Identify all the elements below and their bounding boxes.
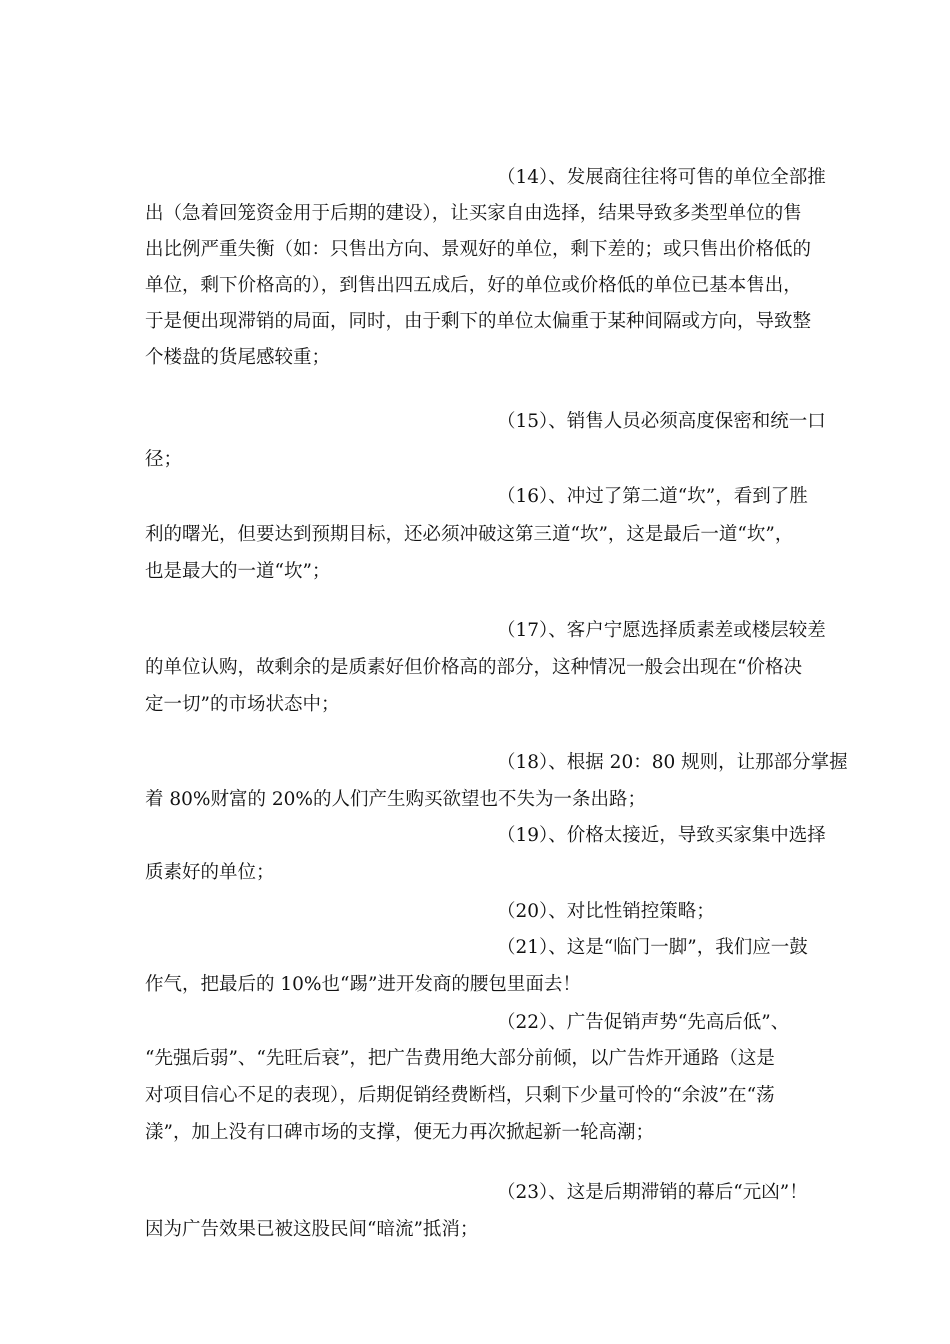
item-17-line-1: （17）、客户宁愿选择质素差或楼层较差 (497, 620, 826, 641)
item-23-line-2: 因为广告效果已被这股民间“暗流”抵消； (145, 1219, 479, 1240)
item-16-line-2: 利的曙光，但要达到预期目标，还必须冲破这第三道“坎”，这是最后一道“坎”， (145, 524, 794, 545)
item-14-line-6: 个楼盘的货尾感较重； (145, 347, 331, 368)
item-18-line-1: （18）、根据 20：80 规则，让那部分掌握 (497, 752, 848, 773)
item-14-line-1: （14）、发展商往往将可售的单位全部推 (497, 167, 826, 188)
item-17-line-3: 定一切”的市场状态中； (145, 694, 340, 715)
item-14-line-5: 于是便出现滞销的局面，同时，由于剩下的单位太偏重于某种间隔或方向，导致整 (145, 311, 812, 332)
item-21-line-1: （21）、这是“临门一脚”，我们应一鼓 (497, 937, 808, 958)
item-19-line-2: 质素好的单位； (145, 862, 275, 883)
item-16-line-3: 也是最大的一道“坎”； (145, 561, 331, 582)
item-19-line-1: （19）、价格太接近，导致买家集中选择 (497, 825, 826, 846)
item-15-line-1: （15）、销售人员必须高度保密和统一口 (497, 411, 826, 432)
item-22-line-3: 对项目信心不足的表现），后期促销经费断档，只剩下少量可怜的“余波”在“荡 (145, 1085, 775, 1106)
item-15-line-2: 径； (145, 449, 183, 470)
item-18-line-2: 着 80%财富的 20%的人们产生购买欲望也不失为一条出路； (145, 789, 647, 810)
item-17-line-2: 的单位认购，故剩余的是质素好但价格高的部分，这种情况一般会出现在“价格决 (145, 657, 802, 678)
item-22-line-1: （22）、广告促销声势“先高后低”、 (497, 1012, 790, 1033)
item-21-line-2: 作气，把最后的 10%也“踢”进开发商的腰包里面去！ (145, 974, 581, 995)
item-14-line-3: 出比例严重失衡（如：只售出方向、景观好的单位，剩下差的；或只售出价格低的 (145, 239, 812, 260)
item-22-line-2: “先强后弱”、“先旺后衰”，把广告费用绝大部分前倾，以广告炸开通路（这是 (145, 1048, 775, 1069)
item-14-line-2: 出（急着回笼资金用于后期的建设），让买家自由选择，结果导致多类型单位的售 (145, 203, 802, 224)
item-22-line-4: 漾”，加上没有口碑市场的支撑，便无力再次掀起新一轮高潮； (145, 1122, 654, 1143)
item-16-line-1: （16）、冲过了第二道“坎”，看到了胜 (497, 486, 808, 507)
item-14-line-4: 单位，剩下价格高的），到售出四五成后，好的单位或价格低的单位已基本售出， (145, 275, 802, 296)
item-23-line-1: （23）、这是后期滞销的幕后“元凶”！ (497, 1182, 808, 1203)
item-20-line-1: （20）、对比性销控策略； (497, 901, 715, 922)
